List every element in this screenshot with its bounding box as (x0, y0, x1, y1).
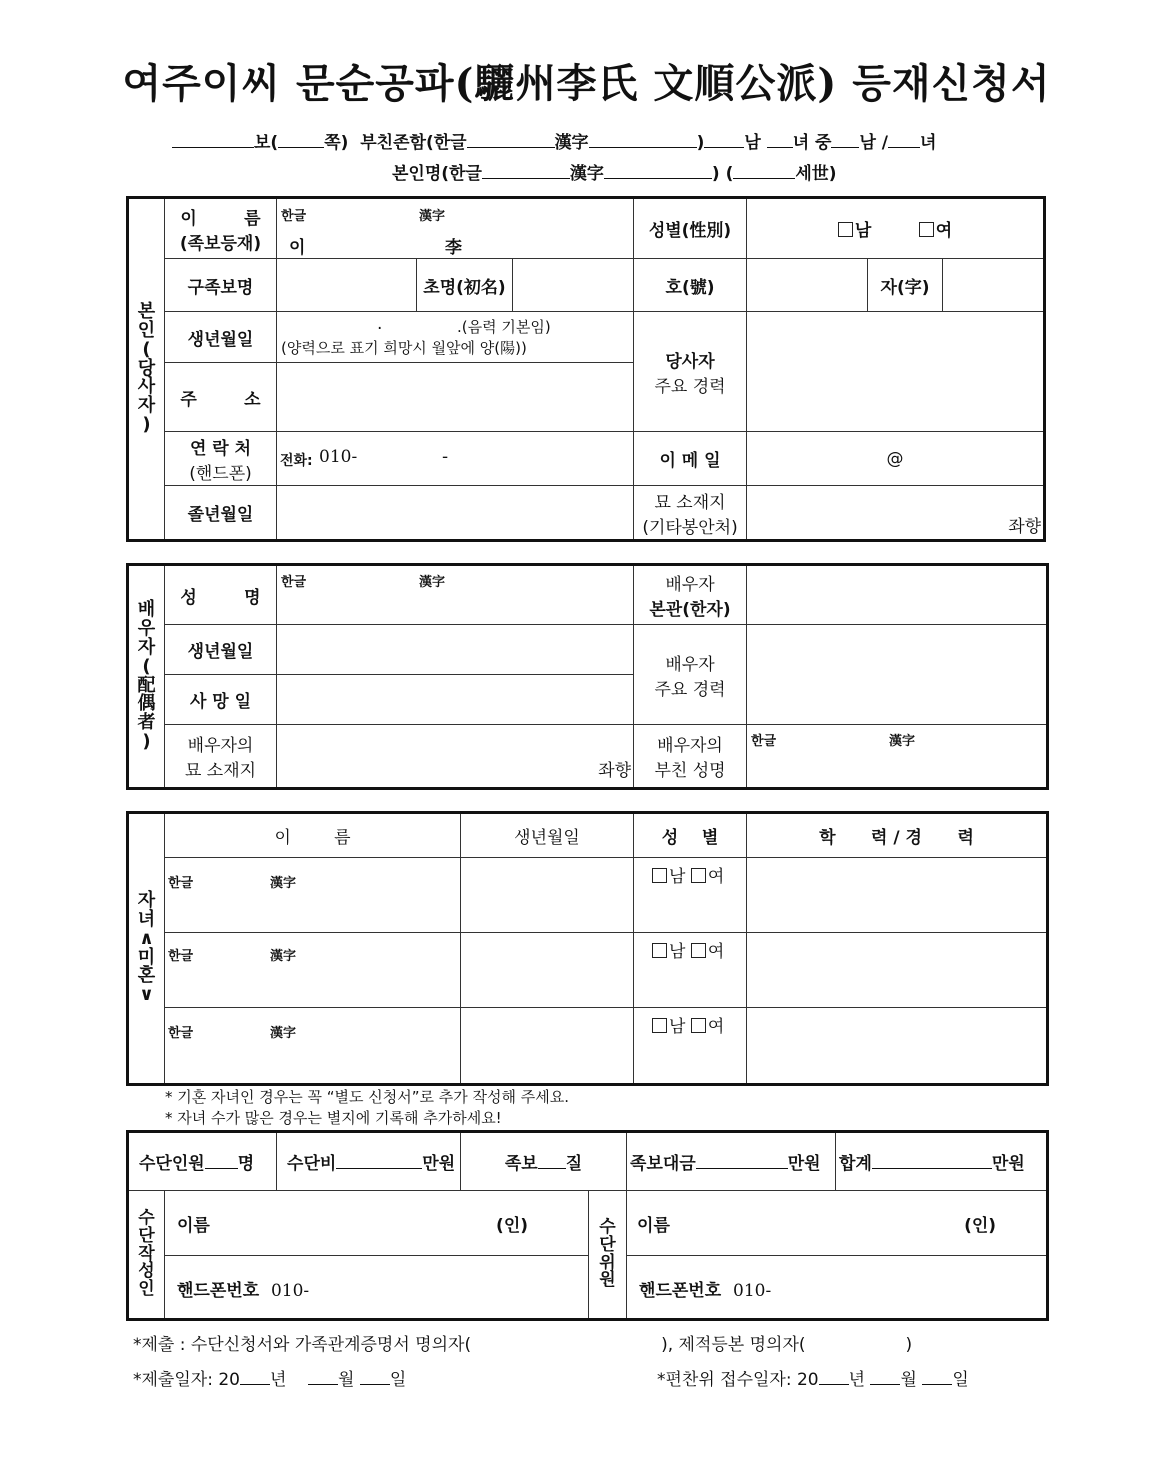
ja-label: 자(字) (868, 259, 943, 312)
father-hangul-field[interactable] (467, 131, 555, 148)
son-label: 남 (744, 133, 761, 153)
seal-mark: (인) (496, 1216, 529, 1236)
col-header-birth: 생년월일 (461, 813, 634, 858)
receive-date: *편찬위 접수일자: 20 년 월 일 (657, 1370, 969, 1390)
contact-label: 연 락 처 (핸드폰) (165, 432, 277, 486)
female-checkbox[interactable] (919, 222, 934, 237)
spouse-father-label: 배우자의 부친 성명 (634, 725, 747, 789)
grave-label: 묘 소재지 (기타봉안처) (634, 486, 747, 541)
male-checkbox[interactable] (652, 1018, 667, 1033)
total-field[interactable] (872, 1152, 992, 1169)
orientation-label: 좌향 (1008, 517, 1042, 537)
members-field[interactable] (205, 1152, 238, 1169)
surname-hangul: 이 (289, 238, 306, 258)
father-hanja-field[interactable] (589, 131, 697, 148)
spouse-death-field[interactable] (277, 675, 634, 725)
address-field[interactable] (277, 363, 634, 432)
child-birth-field[interactable] (461, 1008, 634, 1085)
spouse-name-field[interactable]: 한글 漢字 (277, 565, 634, 625)
book-cell: 족보 질 (461, 1132, 627, 1191)
table-row (128, 1008, 1048, 1085)
spouse-death-label: 사 망 일 (165, 675, 277, 725)
writer-phone-field[interactable]: 핸드폰번호 010- (165, 1256, 589, 1320)
spouse-origin-label: 배우자 본관(한자) (634, 565, 747, 625)
spouse-career-label: 배우자 주요 경력 (634, 625, 747, 725)
father-name-label: 부친존함(한글 (360, 133, 467, 153)
submit-month-field[interactable] (308, 1368, 338, 1385)
solar-note: (양력으로 표기 희망시 월앞에 양(陽)) (281, 339, 527, 357)
spouse-grave-label: 배우자의 묘 소재지 (165, 725, 277, 789)
bo-label: 보( (254, 133, 279, 153)
child-career-field[interactable] (747, 933, 1048, 1008)
daughter-label: 녀 (920, 133, 937, 153)
page-field[interactable] (278, 131, 324, 148)
male-checkbox[interactable] (838, 222, 853, 237)
children-table (126, 811, 1049, 1086)
spouse-father-field[interactable]: 한글 漢字 (747, 725, 1048, 789)
self-name-label: 본인명(한글 (392, 164, 482, 184)
receive-month-field[interactable] (870, 1368, 900, 1385)
close-paren: ) (696, 133, 705, 153)
birth-label: 생년월일 (165, 312, 277, 363)
table-row (128, 933, 1048, 1008)
hanja-label: 漢字 (419, 209, 446, 224)
phone-field[interactable]: 전화: 010- - (277, 432, 634, 486)
members-cell: 수단인원 명 (128, 1132, 277, 1191)
seal-mark: (인) (964, 1216, 997, 1236)
ho-label: 호(號) (634, 259, 747, 312)
address-label: 주 소 (165, 363, 277, 432)
lunar-note: .(음력 기본임) (457, 318, 551, 336)
child-name-field[interactable]: 한글 漢字 (165, 858, 461, 933)
submit-day-field[interactable] (360, 1368, 390, 1385)
children-section-label: 자 녀 ∧ 미 혼 ∨ (128, 813, 165, 1085)
email-field[interactable]: @ (747, 432, 1045, 486)
death-date-field[interactable] (277, 486, 634, 541)
child-gender-field: 남 여 (634, 858, 747, 933)
child-career-field[interactable] (747, 858, 1048, 933)
email-label: 이 메 일 (634, 432, 747, 486)
daughter-order-field[interactable] (888, 131, 920, 148)
gender-label: 성별(性別) (634, 198, 747, 259)
lineage-book-field[interactable] (172, 131, 254, 148)
submit-date: *제출일자: 20 년 월 일 (133, 1370, 407, 1390)
old-name-field[interactable] (277, 259, 417, 312)
open-paren: ( (725, 164, 734, 184)
hangul-label: 한글 (281, 209, 307, 224)
jjok-label: 쪽) (324, 133, 349, 153)
committee-phone-field[interactable]: 핸드폰번호 010- (627, 1256, 1048, 1320)
header-line-2 (392, 159, 837, 184)
col-header-career: 학 력 / 경 력 (747, 813, 1048, 858)
spouse-birth-field[interactable] (277, 625, 634, 675)
self-section-label: 본 인 ( 당 사 자 ) (128, 198, 165, 541)
female-checkbox[interactable] (691, 868, 706, 883)
gender-field: 남 여 (747, 198, 1045, 259)
child-name-field[interactable]: 한글 漢字 (165, 933, 461, 1008)
name-field[interactable] (277, 198, 634, 259)
spouse-name-label: 성 명 (165, 565, 277, 625)
child-birth-field[interactable] (461, 933, 634, 1008)
spouse-birth-label: 생년월일 (165, 625, 277, 675)
female-checkbox[interactable] (691, 943, 706, 958)
col-header-gender: 성 별 (634, 813, 747, 858)
spouse-grave-field[interactable]: 좌향 (277, 725, 634, 789)
father-hanja-label: 漢字 (554, 133, 589, 153)
career-label: 당사자 주요 경력 (634, 312, 747, 432)
son-order-field[interactable] (831, 131, 859, 148)
first-name-field[interactable] (513, 259, 634, 312)
ho-field[interactable] (747, 259, 868, 312)
generation-field[interactable] (733, 162, 795, 179)
surname-hanja: 李 (445, 238, 462, 258)
total-cell: 합계 만원 (836, 1132, 1048, 1191)
son-slash-label: 남 / (859, 133, 889, 153)
birth-field[interactable]: . .(음력 기본임) (양력으로 표기 희망시 월앞에 양(陽)) (277, 312, 634, 363)
first-name-label: 초명(初名) (417, 259, 513, 312)
receive-day-field[interactable] (922, 1368, 952, 1385)
self-table (126, 196, 1046, 542)
committee-name-field[interactable]: 이름 (인) (627, 1191, 1048, 1256)
self-hanja-label: 漢字 (569, 164, 604, 184)
spouse-career-field[interactable] (747, 625, 1048, 725)
grave-field[interactable] (747, 486, 1045, 541)
name-label: 이 름 (족보등재) (165, 198, 277, 259)
child-career-field[interactable] (747, 1008, 1048, 1085)
daughter-among-label: 녀 중 (792, 133, 832, 153)
female-checkbox[interactable] (691, 1018, 706, 1033)
child-birth-field[interactable] (461, 858, 634, 933)
fees-table (126, 1130, 1049, 1321)
child-gender-field: 남 여 (634, 933, 747, 1008)
child-name-field[interactable]: 한글 漢字 (165, 1008, 461, 1085)
fee-field[interactable] (336, 1152, 422, 1169)
death-date-label: 졸년월일 (165, 486, 277, 541)
ja-field[interactable] (943, 259, 1045, 312)
spouse-origin-field[interactable] (747, 565, 1048, 625)
close-paren: ) (711, 164, 720, 184)
col-header-name: 이 름 (165, 813, 461, 858)
receive-year-field[interactable] (819, 1368, 849, 1385)
table-row (128, 858, 1048, 933)
career-field[interactable] (747, 312, 1045, 432)
spouse-table (126, 563, 1049, 790)
sons-count-field[interactable] (704, 131, 744, 148)
self-hangul-field[interactable] (482, 162, 570, 179)
page-title: 여주이씨 문순공파(驪州李氏 文順公派) 등재신청서 (122, 60, 1051, 107)
book-fee-cell: 족보대금 만원 (627, 1132, 836, 1191)
male-checkbox[interactable] (652, 943, 667, 958)
book-count-field[interactable] (538, 1152, 566, 1169)
spouse-section-label: 배 우 자 ( 配 偶 者 ) (128, 565, 165, 789)
book-fee-field[interactable] (696, 1152, 788, 1169)
submission-note: *제출 : 수단신청서와 가족관계증명서 명의자( ), 제적등본 명의자( ) (133, 1335, 913, 1355)
self-hanja-field[interactable] (604, 162, 712, 179)
writer-name-field[interactable]: 이름 (인) (165, 1191, 589, 1256)
note-many-children: * 자녀 수가 많은 경우는 별지에 기록해 추가하세요! (165, 1109, 502, 1127)
writer-section-label: 수 단 작 성 인 (128, 1191, 165, 1320)
generation-label: 세世) (795, 164, 837, 184)
committee-section-label: 수 단 위 원 (589, 1191, 627, 1320)
fee-cell: 수단비 만원 (277, 1132, 461, 1191)
male-checkbox[interactable] (652, 868, 667, 883)
daughters-count-field[interactable] (767, 131, 793, 148)
child-gender-field: 남 여 (634, 1008, 747, 1085)
submit-year-field[interactable] (240, 1368, 270, 1385)
old-name-label: 구족보명 (165, 259, 277, 312)
note-married-children: * 기혼 자녀인 경우는 꼭 “별도 신청서”로 추가 작성해 주세요. (165, 1088, 569, 1106)
header-line-1 (172, 128, 936, 153)
